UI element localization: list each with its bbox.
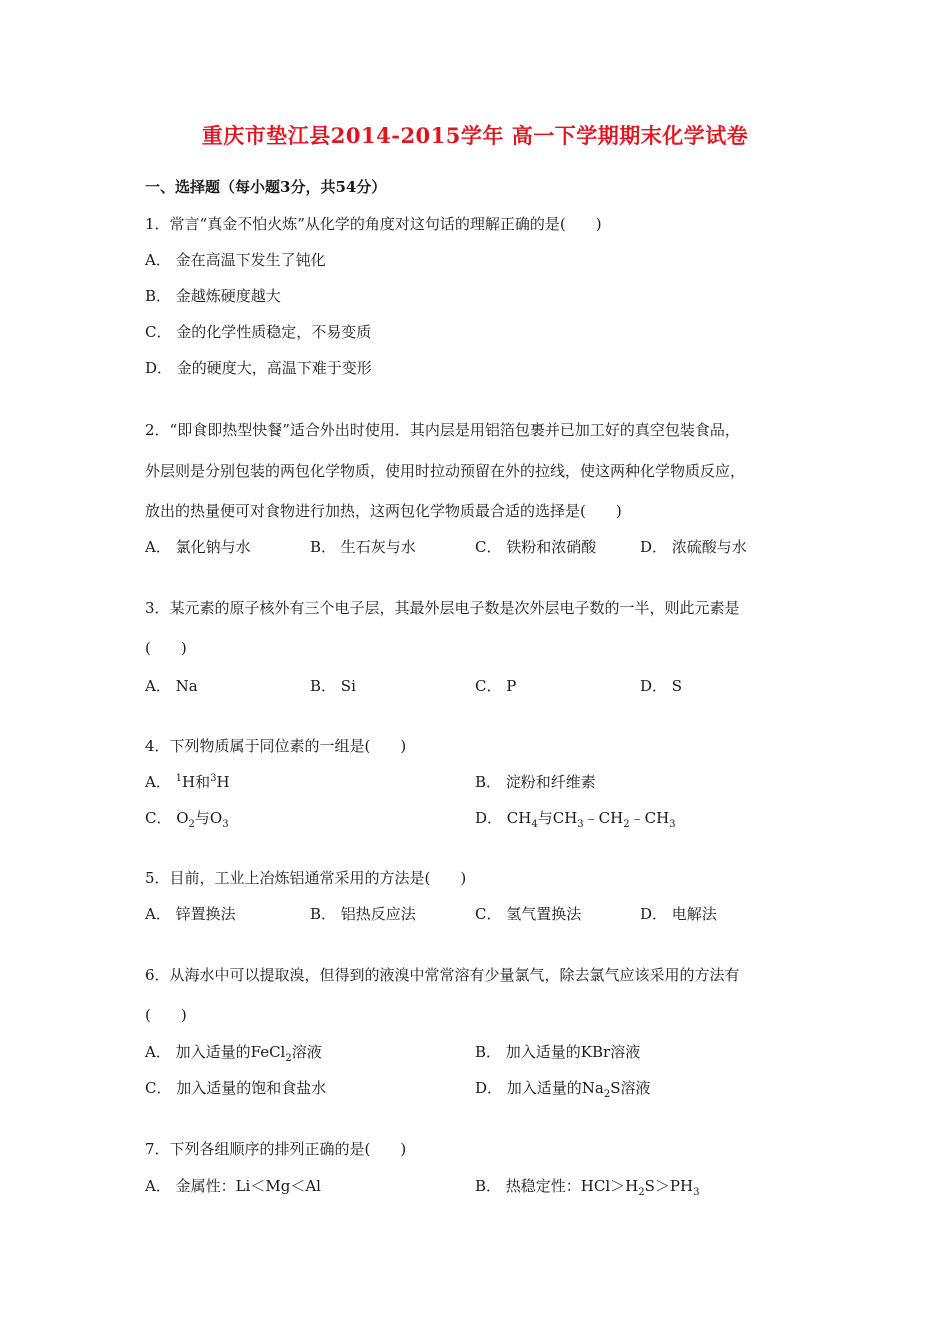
question-5-stem: 5．目前，工业上冶炼铝通常采用的方法是( ) [145, 869, 467, 887]
question-4-option-a: A． $^1$H和$^3$H [145, 773, 230, 791]
question-6-option-d: D． 加入适量的$Na_2S$溶液 [475, 1079, 651, 1100]
question-6-option-a: A． 加入适量的FeCl$_2$溶液 [145, 1043, 322, 1064]
question-1-stem: 1．常言“真金不怕火炼”从化学的角度对这句话的理解正确的是( ) [145, 215, 602, 233]
page-title: 重庆市垫江县2014-2015学年 高一下学期期末化学试卷 [201, 123, 749, 148]
question-5-option-c: C． 氢气置换法 [475, 905, 582, 923]
question-4-option-d: D． $CH_4$与$CH_3﹣CH_2﹣CH_3$ [475, 809, 676, 830]
question-5-option-a: A． 锌置换法 [145, 905, 236, 923]
question-2-line-1: 2．“即食即热型快餐”适合外出时使用．其内层是用铝箔包裹并已加工好的真空包装食品， [145, 421, 740, 439]
question-3-option-d: D． S [640, 677, 683, 695]
question-6-option-c: C． 加入适量的饱和食盐水 [145, 1079, 327, 1097]
question-2-line-3: 放出的热量便可对食物进行加热，这两包化学物质最合适的选择是( ) [145, 502, 622, 520]
question-5-option-b: B． 铝热反应法 [310, 905, 416, 923]
question-2-option-a: A． 氯化钠与水 [145, 538, 251, 556]
question-6-option-b: B． 加入适量的KBr溶液 [475, 1043, 641, 1061]
question-7-option-a: A． 金属性：Li＜Mg＜Al [145, 1177, 321, 1195]
section-heading: 一、选择题（每小题3分，共54分） [145, 178, 387, 196]
question-5-option-d: D． 电解法 [640, 905, 717, 923]
question-2-line-2: 外层则是分别包装的两包化学物质，使用时拉动预留在外的拉线，使这两种化学物质反应， [145, 462, 746, 480]
question-1-option-c: C． 金的化学性质稳定，不易变质 [145, 323, 372, 341]
question-2-option-c: C． 铁粉和浓硝酸 [475, 538, 597, 556]
question-2-option-b: B． 生石灰与水 [310, 538, 416, 556]
question-3-line-2: ( ) [145, 639, 187, 657]
question-4-stem: 4．下列物质属于同位素的一组是( ) [145, 737, 407, 755]
question-3-line-1: 3．某元素的原子核外有三个电子层，其最外层电子数是次外层电子数的一半，则此元素是 [145, 599, 740, 617]
question-3-option-a: A． Na [145, 677, 198, 695]
question-4-option-b: B． 淀粉和纤维素 [475, 773, 596, 791]
question-4-option-c: C． $O_2$与$O_3$ [145, 809, 229, 830]
question-3-option-c: C． P [475, 677, 517, 695]
question-7-stem: 7．下列各组顺序的排列正确的是( ) [145, 1140, 407, 1158]
question-3-option-b: B． Si [310, 677, 356, 695]
question-2-option-d: D． 浓硫酸与水 [640, 538, 747, 556]
question-6-line-1: 6．从海水中可以提取溴，但得到的液溴中常常溶有少量氯气，除去氯气应该采用的方法有 [145, 966, 740, 984]
question-6-line-2: ( ) [145, 1006, 187, 1024]
question-1-option-d: D． 金的硬度大，高温下难于变形 [145, 359, 372, 377]
question-7-option-b: B． 热稳定性：$HCl>H_2S>PH_3$ [475, 1177, 700, 1198]
question-1-option-a: A． 金在高温下发生了钝化 [145, 251, 326, 269]
question-1-option-b: B． 金越炼硬度越大 [145, 287, 281, 305]
